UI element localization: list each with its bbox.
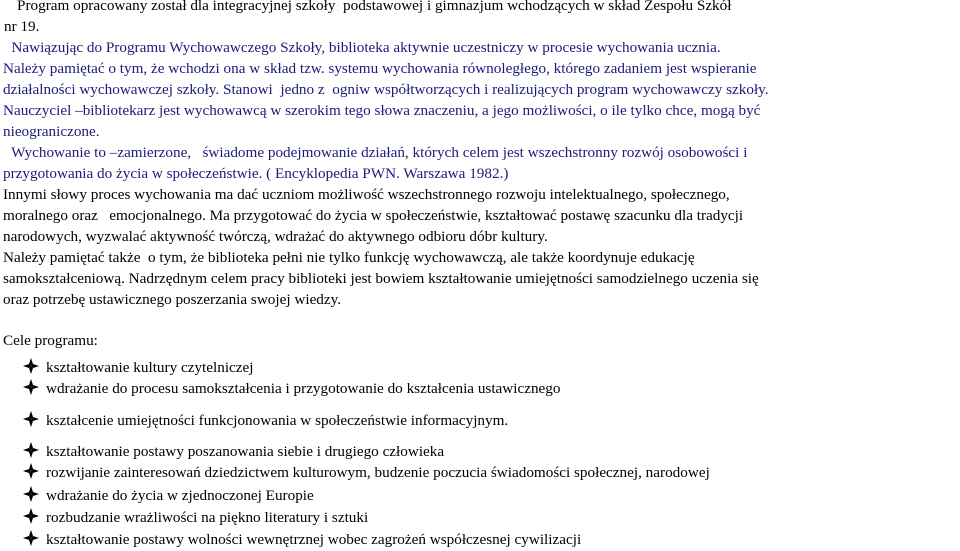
paragraph-line: narodowych, wyzwalać aktywność twórczą, wdrażać do aktywnego odbioru dóbr kultury. [3, 228, 548, 245]
diamond-bullet-icon [22, 357, 40, 375]
goals-heading: Cele programu: [3, 332, 98, 349]
list-item [22, 529, 581, 549]
diamond-bullet-icon [22, 485, 40, 503]
list-item [22, 378, 560, 398]
paragraph-line: Należy pamiętać o tym, że wchodzi ona w skład tzw. systemu wychowania równoległego, którego zadaniem jest wspieranie [3, 60, 757, 77]
list-item-label: kształcenie umiejętności funkcjonowania w społeczeństwie informacyjnym. [46, 412, 509, 429]
paragraph-line: samokształceniową. Nadrzędnym celem pracy biblioteki jest bowiem kształtowanie umiejętności samodzielnego uczenia się [3, 270, 759, 287]
list-item [22, 410, 508, 430]
list-item-label: rozbudzanie wrażliwości na piękno literatury i sztuki [46, 509, 369, 526]
diamond-bullet-icon [22, 462, 40, 480]
list-item-label: kształtowanie kultury czytelniczej [46, 359, 254, 376]
list-item [22, 507, 368, 527]
list-item [22, 485, 314, 505]
list-item-label: wdrażanie do procesu samokształcenia i przygotowanie do kształcenia ustawicznego [46, 380, 561, 397]
list-item-label: kształtowanie postawy poszanowania siebie i drugiego człowieka [46, 443, 445, 460]
list-item [22, 441, 444, 461]
paragraph-line: przygotowania do życia w społeczeństwie. ( Encyklopedia PWN. Warszawa 1982.) [3, 165, 509, 182]
diamond-bullet-icon [22, 410, 40, 428]
paragraph-line: oraz potrzebę ustawicznego poszerzania swojej wiedzy. [3, 291, 342, 308]
paragraph-line: nr 19. [4, 18, 40, 35]
paragraph-line: Nawiązując do Programu Wychowawczego Szkoły, biblioteka aktywnie uczestniczy w procesie wychowania ucznia. [0, 39, 721, 56]
paragraph-line: nieograniczone. [3, 123, 100, 140]
list-item-label: rozwijanie zainteresowań dziedzictwem kulturowym, budzenie poczucia świadomości społecznej, narodowej [46, 464, 710, 481]
list-item-label: wdrażanie do życia w zjednoczonej Europie [46, 487, 314, 504]
paragraph-line: działalności wychowawczej szkoły. Stanowi jedno z ogniw współtworzących i realizujących program wychowawczy szkoły. [3, 81, 769, 98]
diamond-bullet-icon [22, 378, 40, 396]
paragraph-line: Program opracowany został dla integracyjnej szkoły podstawowej i gimnazjum wchodzących w skład Zespołu Szkół [17, 0, 732, 14]
diamond-bullet-icon [22, 507, 40, 525]
paragraph-line: moralnego oraz emocjonalnego. Ma przygotować do życia w społeczeństwie, kształtować postawę szacunku dla tradycji [3, 207, 744, 224]
list-item-label: kształtowanie postawy wolności wewnętrznej wobec zagrożeń współczesnej cywilizacji [46, 531, 582, 548]
paragraph-line: Należy pamiętać także o tym, że biblioteka pełni nie tylko funkcję wychowawczą, ale także koordynuje edukację [3, 249, 695, 266]
list-item [22, 462, 710, 482]
diamond-bullet-icon [22, 529, 40, 547]
diamond-bullet-icon [22, 441, 40, 459]
paragraph-line: Nauczyciel –bibliotekarz jest wychowawcą w szerokim tego słowa znaczeniu, a jego możliwości, o ile tylko chce, mogą być [3, 102, 761, 119]
paragraph-line: Wychowanie to –zamierzone, świadome podejmowanie działań, których celem jest wszechstronny rozwój osobowości i [0, 144, 748, 161]
paragraph-line: Innymi słowy proces wychowania ma dać uczniom możliwość wszechstronnego rozwoju intelektualnego, społecznego, [3, 186, 730, 203]
list-item [22, 357, 253, 377]
